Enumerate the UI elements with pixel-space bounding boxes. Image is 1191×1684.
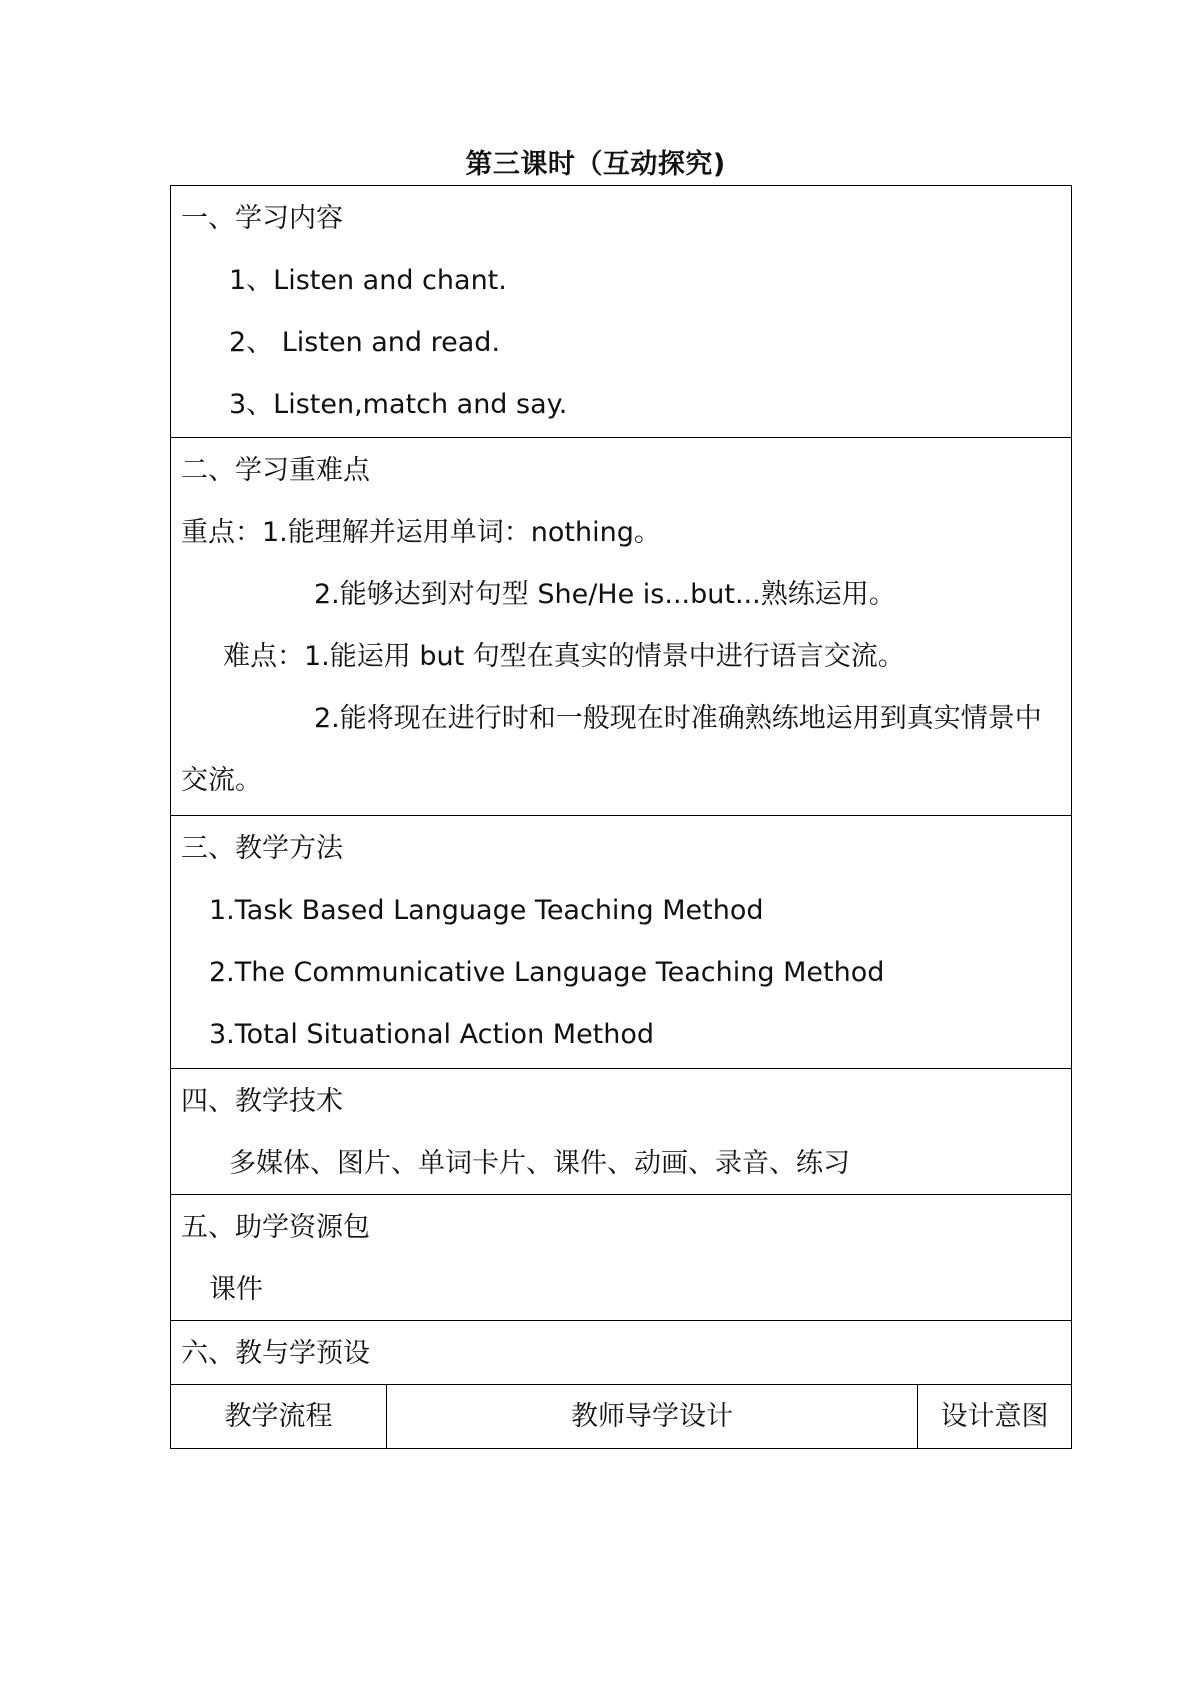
difficult-point-line: 难点：1.能运用 but 句型在真实的情景中进行语言交流。 — [223, 641, 905, 672]
content-item: 1、Listen and chant. — [229, 265, 507, 296]
section-heading: 二、学习重难点 — [181, 455, 370, 486]
section-heading: 六、教与学预设 — [181, 1338, 370, 1369]
technology-text: 多媒体、图片、单词卡片、课件、动画、录音、练习 — [229, 1148, 850, 1179]
section-presets — [171, 1321, 1071, 1385]
key-point-line: 2.能够达到对句型 She/He is...but...熟练运用。 — [314, 579, 896, 610]
column-header-intent: 设计意图 — [940, 1401, 1049, 1432]
section-resources — [171, 1195, 1071, 1321]
section-key-points — [171, 438, 1071, 816]
section-teaching-technology — [171, 1069, 1071, 1195]
section-teaching-methods — [171, 816, 1071, 1069]
column-header-process: 教学流程 — [171, 1385, 387, 1448]
section-heading: 五、助学资源包 — [181, 1212, 370, 1243]
resources-text: 课件 — [209, 1274, 263, 1305]
presets-table-header — [171, 1385, 1071, 1449]
method-item: 1.Task Based Language Teaching Method — [209, 895, 764, 926]
column-header-teacher-design: 教师导学设计 — [387, 1385, 918, 1448]
method-item: 2.The Communicative Language Teaching Method — [209, 957, 885, 988]
key-point-line: 重点：1.能理解并运用单词：nothing。 — [181, 517, 661, 548]
section-heading: 四、教学技术 — [181, 1086, 343, 1117]
content-item: 3、Listen,match and say. — [229, 389, 568, 420]
difficult-point-line: 2.能将现在进行时和一般现在时准确熟练地运用到真实情景中 — [314, 703, 1042, 734]
method-item: 3.Total Situational Action Method — [209, 1019, 655, 1050]
section-heading: 三、教学方法 — [181, 833, 343, 864]
section-heading: 一、学习内容 — [181, 203, 343, 234]
page-title: 第三课时（互动探究) — [465, 149, 726, 180]
section-learning-content — [171, 186, 1071, 438]
content-item: 2、 Listen and read. — [229, 327, 501, 358]
difficult-point-line: 交流。 — [181, 765, 262, 796]
lesson-plan-table — [170, 185, 1072, 1449]
